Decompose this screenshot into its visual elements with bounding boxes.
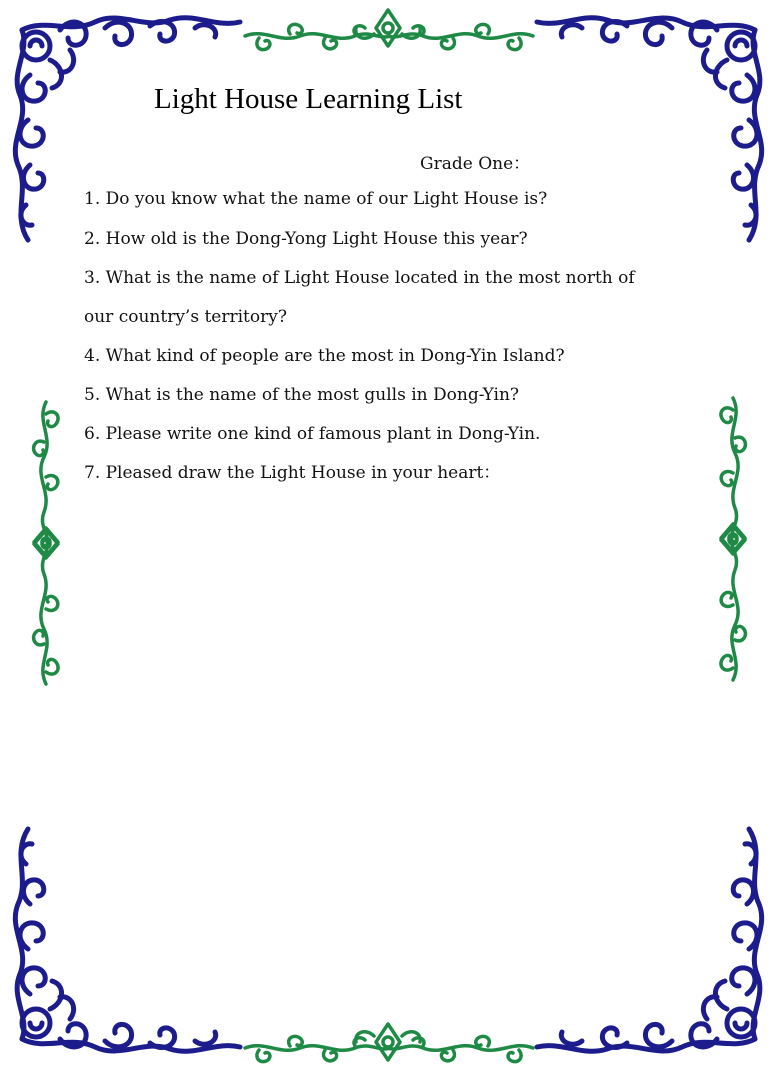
question-item: 6. Please write one kind of famous plant in Dong-Yin. bbox=[84, 424, 541, 444]
grade-label: Grade One： bbox=[420, 154, 531, 174]
corner-ornament-top-right bbox=[537, 18, 762, 240]
bottom-vine-left bbox=[245, 1036, 390, 1061]
question-item: 2. How old is the Dong-Yong Light House this year? bbox=[84, 229, 528, 249]
question-item: 1. Do you know what the name of our Light House is? bbox=[84, 189, 548, 209]
right-vine-upper bbox=[721, 398, 746, 554]
left-vine-lower bbox=[34, 528, 59, 684]
bottom-center-ornament bbox=[356, 1024, 420, 1060]
corner-ornament-bottom-right bbox=[537, 829, 762, 1051]
right-vine-lower bbox=[721, 524, 746, 680]
question-item: 5. What is the name of the most gulls in Dong-Yin? bbox=[84, 385, 520, 405]
question-item: 4. What kind of people are the most in Dong-Yin Island? bbox=[84, 346, 565, 366]
page-title: Light House Learning List bbox=[154, 83, 463, 115]
left-vine-upper bbox=[34, 402, 59, 558]
question-item-continuation: our country’s territory? bbox=[84, 307, 287, 327]
question-item: 3. What is the name of Light House located in the most north of bbox=[84, 268, 635, 288]
bottom-vine-right bbox=[388, 1036, 533, 1061]
corner-ornament-bottom-left bbox=[15, 829, 240, 1051]
question-item: 7. Pleased draw the Light House in your heart： bbox=[84, 463, 501, 483]
